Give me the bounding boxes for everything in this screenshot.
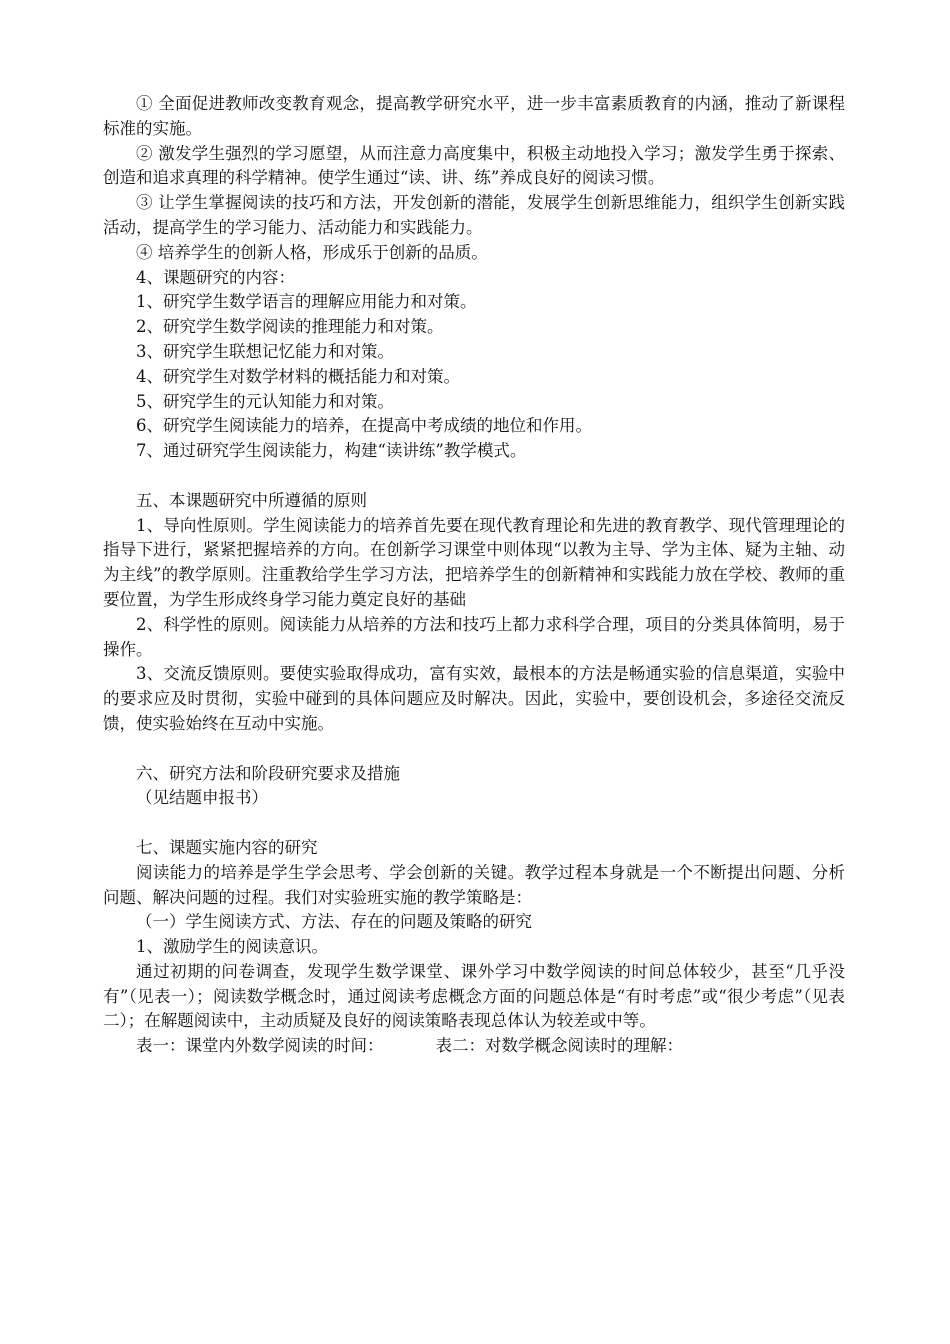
principle-2: 2、科学性的原则。阅读能力从培养的方法和技巧上都力求科学合理，项目的分类具体简明，易于操作。 (103, 614, 845, 659)
section-5-heading: 五、本课题研究中所遵循的原则 (136, 490, 367, 510)
research-item-2: 2、研究学生数学阅读的推理能力和对策。 (136, 317, 444, 337)
principle-3: 3、交流反馈原则。要使实验取得成功，富有实效，最根本的方法是畅通实验的信息渠道，实验中的要求应及时贯彻，实验中碰到的具体问题应及时解决。因此，实验中，要创设机会，多途径交流反馈，使实验始终在互动中实施。 (103, 664, 845, 733)
paragraph-goal-4: ④ 培养学生的创新人格，形成乐于创新的品质。 (136, 242, 488, 262)
table-captions-line (103, 1034, 845, 1059)
section-6-heading: 六、研究方法和阶段研究要求及措施 (136, 763, 400, 783)
table-2-caption: 表二：对数学概念阅读时的理解： (435, 1036, 683, 1056)
blank-line (103, 737, 845, 762)
research-content-heading: 4、课题研究的内容： (136, 267, 295, 287)
research-item-3: 3、研究学生联想记忆能力和对策。 (136, 341, 394, 361)
subsection-1-item-1: 1、激励学生的阅读意识。 (136, 937, 328, 957)
research-item-6: 6、研究学生阅读能力的培养，在提高中考成绩的地位和作用。 (136, 416, 592, 436)
research-item-1: 1、研究学生数学语言的理解应用能力和对策。 (136, 292, 477, 312)
paragraph-goal-2: ② 激发学生强烈的学习愿望，从而注意力高度集中，积极主动地投入学习；激发学生勇于探索、创造和追求真理的科学精神。使学生通过“读、讲、练”养成良好的阅读习惯。 (103, 143, 845, 188)
document-page (103, 92, 845, 1059)
section-7-intro: 阅读能力的培养是学生学会思考、学会创新的关键。教学过程本身就是一个不断提出问题、分析问题、解决问题的过程。我们对实验班实施的教学策略是： (103, 862, 845, 907)
survey-paragraph: 通过初期的问卷调查，发现学生数学课堂、课外学习中数学阅读的时间总体较少，甚至“几乎没有”（见表一）；阅读数学概念时，通过阅读考虑概念方面的问题总体是“有时考虑”或“很少考虑”（见表二）；在解题阅读中，主动质疑及良好的阅读策略表现总体认为较差或中等。 (103, 961, 845, 1031)
table-1-caption: 表一：课堂内外数学阅读的时间： (136, 1036, 384, 1056)
paragraph-goal-3: ③ 让学生掌握阅读的技巧和方法，开发创新的潜能，发展学生创新思维能力，组织学生创新实践活动，提高学生的学习能力、活动能力和实践能力。 (103, 193, 845, 237)
section-7-heading: 七、课题实施内容的研究 (136, 837, 318, 857)
blank-line (103, 464, 845, 489)
principle-1: 1、导向性原则。学生阅读能力的培养首先要在现代教育理论和先进的教育教学、现代管理理论的指导下进行，紧紧把握培养的方向。在创新学习课堂中则体现“以教为主导、学为主体、疑为主轴、动为主线”的教学原则。注重教给学生学习方法，把培养学生的创新精神和实践能力放在学校、教师的重要位置，为学生形成终身学习能力奠定良好的基础 (103, 515, 845, 609)
paragraph-goal-1: ① 全面促进教师改变教育观念，提高教学研究水平，进一步丰富素质教育的内涵，推动了新课程标准的实施。 (103, 94, 845, 138)
research-item-4: 4、研究学生对数学材料的概括能力和对策。 (136, 366, 460, 386)
section-6-note: （见结题申报书） (136, 788, 268, 808)
subsection-1-heading: （一）学生阅读方式、方法、存在的问题及策略的研究 (136, 912, 532, 932)
research-item-5: 5、研究学生的元认知能力和对策。 (136, 391, 394, 411)
research-item-7: 7、通过研究学生阅读能力，构建“读讲练”教学模式。 (136, 441, 527, 461)
blank-line (103, 811, 845, 836)
